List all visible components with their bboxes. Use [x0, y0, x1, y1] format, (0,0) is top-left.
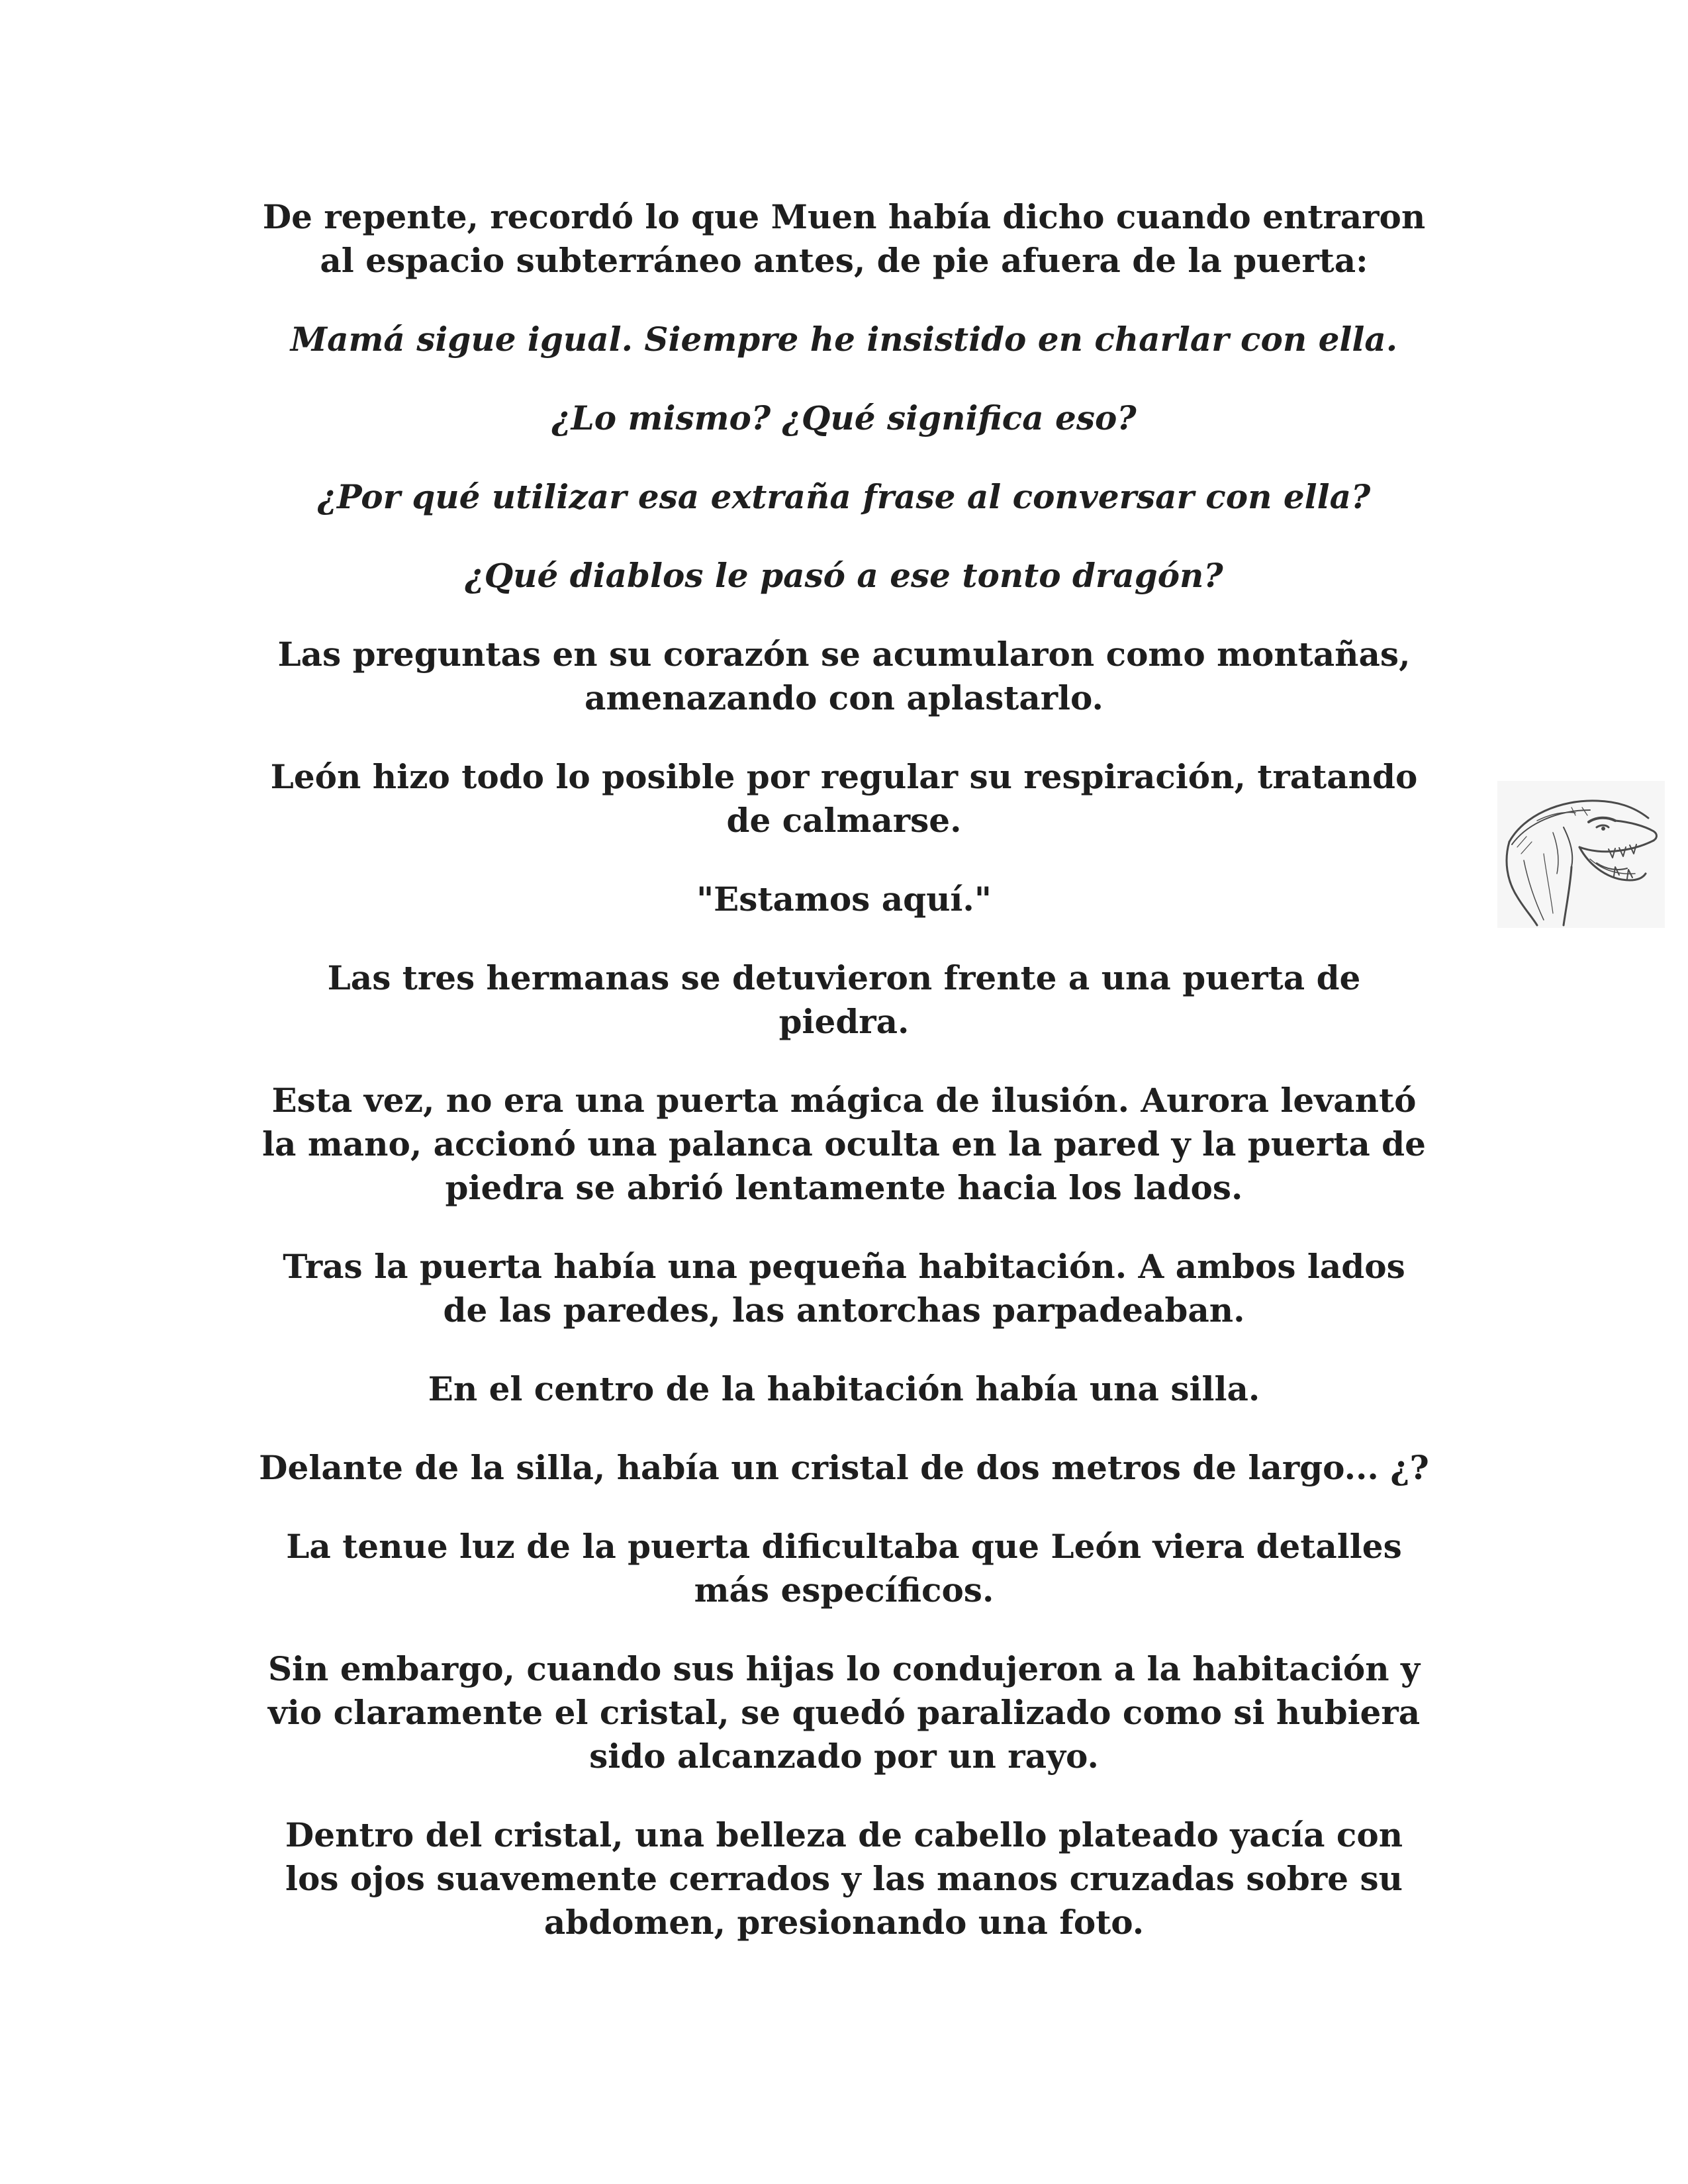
text-line: Mamá sigue igual. Siempre he insistido en charlar con ella. [290, 320, 1398, 359]
text-line: Tras la puerta había una pequeña habitación. A ambos lados [283, 1247, 1405, 1286]
text-line: Sin embargo, cuando sus hijas lo condujeron a la habitación y [267, 1649, 1421, 1688]
text-line: Las tres hermanas se detuvieron frente a una puerta de [327, 958, 1361, 997]
text-line: ¿Por qué utilizar esa extraña frase al conversar con ella? [317, 477, 1371, 516]
text-line: En el centro de la habitación había una silla. [428, 1369, 1260, 1408]
text-line: los ojos suavemente cerrados y las manos cruzadas sobre su [285, 1859, 1403, 1898]
text-line: Esta vez, no era una puerta mágica de ilusión. Aurora levantó [271, 1081, 1417, 1120]
text-line: la mano, accionó una palanca oculta en la pared y la puerta de [262, 1124, 1426, 1163]
paragraph [225, 1446, 1463, 1490]
text-line: al espacio subterráneo antes, de pie afuera de la puerta: [320, 241, 1368, 280]
paragraph [225, 755, 1463, 842]
paragraph [225, 554, 1463, 598]
text-line: ¿Qué diablos le pasó a ese tonto dragón? [465, 556, 1223, 595]
text-line: ¿Lo mismo? ¿Qué significa eso? [551, 398, 1137, 437]
paragraph [225, 1813, 1463, 1944]
text-line: De repente, recordó lo que Muen había dicho cuando entraron [262, 197, 1426, 236]
text-line: más específicos. [694, 1570, 994, 1610]
text-line: Dentro del cristal, una belleza de cabello plateado yacía con [285, 1815, 1403, 1854]
text-line: Las preguntas en su corazón se acumularon como montañas, [277, 635, 1411, 674]
text-line: sido alcanzado por un rayo. [589, 1737, 1099, 1776]
text-line: piedra se abrió lentamente hacia los lados. [445, 1168, 1243, 1207]
paragraph [225, 1525, 1463, 1612]
text-line: piedra. [778, 1002, 910, 1041]
paragraph [225, 318, 1463, 361]
text-line: La tenue luz de la puerta dificultaba que León viera detalles [286, 1527, 1402, 1566]
body-text [225, 195, 1463, 1979]
paragraph [225, 1647, 1463, 1778]
text-line: de calmarse. [726, 801, 962, 840]
paragraph [225, 195, 1463, 283]
paragraph [225, 396, 1463, 440]
paragraph [225, 1079, 1463, 1210]
dinosaur-head-sketch-icon [1497, 781, 1665, 928]
text-line: amenazando con aplastarlo. [585, 678, 1103, 717]
text-line: Delante de la silla, había un cristal de dos metros de largo... ¿? [259, 1448, 1429, 1487]
text-line: "Estamos aquí." [696, 880, 992, 919]
text-line: abdomen, presionando una foto. [543, 1903, 1145, 1942]
paragraph [225, 878, 1463, 921]
paragraph [225, 1245, 1463, 1332]
text-line: de las paredes, las antorchas parpadeaban. [443, 1291, 1245, 1330]
paragraph [225, 633, 1463, 720]
paragraph [225, 956, 1463, 1044]
text-line: vio claramente el cristal, se quedó paralizado como si hubiera [267, 1693, 1421, 1732]
text-line: León hizo todo lo posible por regular su respiración, tratando [270, 757, 1418, 796]
paragraph [225, 475, 1463, 519]
paragraph [225, 1367, 1463, 1411]
